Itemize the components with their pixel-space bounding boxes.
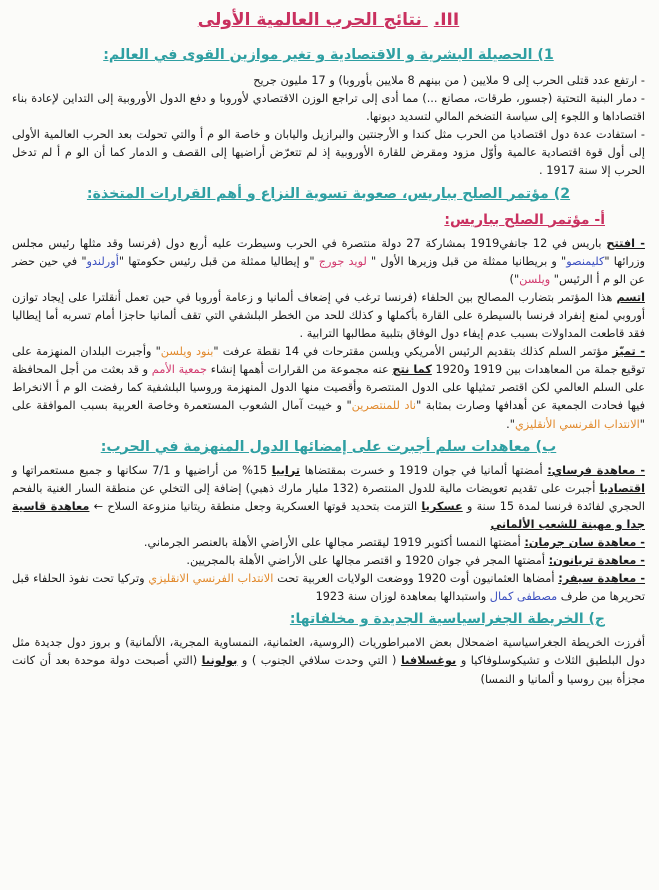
subsection-b-heading: ب) معاهدات سلم أجبرت على إمضائها الدول المنهزمة في الحرب: — [100, 438, 557, 455]
subsection-c-heading: ج) الخريطة الجغراسياسية الجديدة و مخلفاتها: — [289, 611, 605, 628]
text-run: " وأجبرت البلدان المنهزمة على توقيع جملة من المعاهدات بين 1919 و1920 — [12, 345, 645, 377]
text-run: عنه مجموعة من القرارات أهمها إنشاء — [207, 363, 393, 377]
text-run: التزمت بتحديد قوتها العسكرية وجعل منطقة ريتانيا منزوعة السلاح ← — [89, 499, 422, 513]
term-league-of-nations: جمعية الأمم — [151, 363, 208, 377]
text-run: مؤتمر السلم كذلك بتقديم الرئيس الأمريكي ويلسن مقترحات في 14 نقطة عرفت " — [213, 345, 613, 359]
treaty-versailles — [12, 462, 645, 534]
text-run: ". — [506, 417, 515, 431]
subsection-a-paragraph-3 — [12, 343, 645, 433]
text-run: وتركيا تحت نفوذ الحلفاء قبل تحريرها من طرف — [12, 572, 645, 604]
name-wilson: ويلسن — [519, 272, 551, 286]
term-winners-club: ناد للمنتصرين — [351, 399, 417, 413]
name-orlando: أورلندو — [86, 254, 119, 268]
text-run: أجبرت على تقديم تعويضات مالية للدول المنتصرة (132 مليار مارك ذهبي) إضافة إلى التخلي عن منطقة السار الغنية بالفحم الحجري لفائدة فرنسا لمدة 15 سنة و — [12, 481, 645, 513]
text-run: أمضتها النمسا أكتوبر 1919 ليقتصر مجالها على الأراضي الأهلة بالعنصر الجرماني. — [143, 535, 525, 549]
keyword-distinguished: - تميّز — [612, 345, 645, 359]
text-run: 15% من أراضيها و 7/1 سكانها و جميع مستعمراتها و — [12, 463, 272, 477]
keyword-economically: اقتصاديا — [599, 481, 645, 495]
section-2-heading: 2) مؤتمر الصلح بباريس، صعوبة تسوية النزاع و أهم القرارات المتخذة: — [86, 185, 571, 202]
treaty-saint-germain-label: - معاهدة سان جرمان: — [524, 535, 645, 549]
term-wilson-points: بنود ويلسن — [160, 345, 214, 359]
section-1-paragraph-1: - ارتفع عدد قتلى الحرب إلى 9 ملايين ( من بينهم 8 ملايين بأوروبا) و 17 مليون جريح — [253, 74, 645, 87]
keyword-characterized: اتسم — [616, 290, 645, 304]
keyword-resulted: كما نتج — [392, 363, 432, 377]
treaty-trianon-label: - معاهدة تريانون: — [548, 554, 645, 568]
text-run: و قد بعثت من أجل المحافظة على السلم العالمي لكن اقتصر تمثيلها على الدول المنتصرة وأقصيت منها الدول المنهزمة وروسيا البلشفية كما رفضت الو م أ الانخراط فيها فحادت الجمعية عن أهدافها وصارت بمثابة " — [12, 363, 645, 413]
text-run: أمضتها المجر في جوان 1920 و اقتصر مجالها على الأراضي الأهلة بالمجريين. — [186, 554, 549, 568]
section-1-paragraph-2: - دمار البنية التحتية (جسور، طرقات، مصانع ...) مما أدى إلى تراجع الوزن الاقتصادي لأوروبا و دفع الدول الأوروبية إلى التداين لإعادة بناء اقتصاداها و اللجوء إلى سياسة التضخم المالي لتسديد ديونها. — [12, 92, 645, 124]
page-title — [12, 10, 645, 30]
keyword-militarily: عسكريا — [421, 499, 463, 513]
treaty-versailles-label: - معاهدة فرساي: — [547, 463, 646, 477]
text-run: باريس في 12 جانفي1919 بمشاركة 27 دولة منتصرة في الحرب وسيطرت عليه أربع دول (فرنسا وقد مثلها رئيس مجلس وزرائها " — [12, 236, 645, 268]
subsection-c-paragraph — [12, 634, 645, 688]
name-mustafa-kemal: مصطفى كمال — [489, 590, 558, 604]
term-mandate: الانتداب الفرنسي الأنقليزي — [514, 417, 640, 431]
title-number: III. — [433, 10, 460, 30]
name-lloyd-george: لويد جورج — [318, 254, 367, 268]
text-run: هذا المؤتمر بتضارب المصالح بين الحلفاء (فرنسا ترغب في إضعاف ألمانيا و زعامة أوروبا في حين تعمل أنقلترا على إيجاد توازن أوروبي لمنع إنفراد فرنسا بالسيطرة على القارة بأكملها و كذلك للحد من الخطر البلشفي التي تقف ألمانيا حاجزا أمام تسربه أما إيطاليا فقد قاطعت المداولات بسبب عدم إيفاء دول الوفاق بتلبية مطالبها الترابية . — [12, 290, 645, 341]
section-1-heading: 1) الحصيلة البشرية و الاقتصادية و تغير موازين القوى في العالم: — [103, 47, 554, 63]
name-clemenceau: كليمنصو — [566, 254, 605, 268]
text-run: " في حين حضر عن الو م أ الرئيس" — [12, 254, 645, 286]
keyword-territorially: ترابيا — [271, 463, 301, 477]
keyword-poland: بولونيا — [201, 654, 238, 668]
keyword-yugoslavia: يوغسلافيا — [400, 654, 457, 668]
treaty-sevres-label: - معاهدة سيفر: — [558, 572, 646, 586]
term-mandate-2: الانتداب الفرنسي الانقليزي — [148, 572, 274, 586]
subsection-a-paragraph-2 — [12, 289, 645, 343]
text-run: ( التي وحدت سلافي الجنوب ) و — [237, 654, 401, 668]
text-run: (التي أصبحت دولة موحدة بعد أن كانت مجزأة بين روسيا و ألمانيا و النمسا) — [12, 654, 645, 686]
text-run: أمضتها ألمانيا في جوان 1919 و خسرت بمقتضاها — [300, 463, 548, 477]
text-run: " و بريطانيا ممثلة من قبل وزيرها الأول " — [366, 254, 567, 268]
treaty-sevres — [12, 570, 645, 606]
subsection-a-heading: أ- مؤتمر الصلح بباريس: — [444, 211, 605, 228]
text-run: "و إيطاليا ممثلة من قبل رئيس حكومتها " — [118, 254, 319, 268]
text-run: أمضاها العثمانيون أوت 1920 ووضعت الولايات العربية تحت — [273, 572, 559, 586]
text-run: أفرزت الخريطة الجغراسياسية اضمحلال بعض الامبراطوريات (الروسية، العثمانية، النمساوية المجرية، الألمانية) و بروز دول جديدة مثل دول البلطيق الثلاث و تشيكوسلوفاكيا و — [12, 636, 645, 668]
subsection-a-paragraph-1 — [12, 235, 645, 289]
title-text: نتائج الحرب العالمية الأولى — [197, 10, 422, 30]
text-run: ") — [509, 272, 520, 286]
section-1-paragraph-3: - استفادت عدة دول اقتصاديا من الحرب مثل كندا و الأرجنتين والبرازيل واليابان و خاصة الو م أ والتي تحولت بعد الحرب العالمية الأولى إلى أول قوة اقتصادية عالمية وأوّل مزود ومقرض للقارة الأوروبية إذ لم تتعرّض أراضيها إلى القصف و الدمار كما أن الو م أ لم تدخل الحرب إلا سنة 1917 . — [12, 128, 645, 178]
keyword-harsh-treaty: معاهدة قاسية جدا و مهينة للشعب الألماني — [12, 499, 645, 531]
text-run: واستبدالها بمعاهدة لوزان سنة 1923 — [315, 590, 490, 604]
keyword-opened: - افتتح — [606, 236, 645, 250]
treaty-trianon — [12, 552, 645, 570]
treaty-saint-germain — [12, 534, 645, 552]
text-run: " و خيبت آمال الشعوب المستعمرة وخاصة العربية بسبب الموافقة على " — [12, 399, 645, 431]
